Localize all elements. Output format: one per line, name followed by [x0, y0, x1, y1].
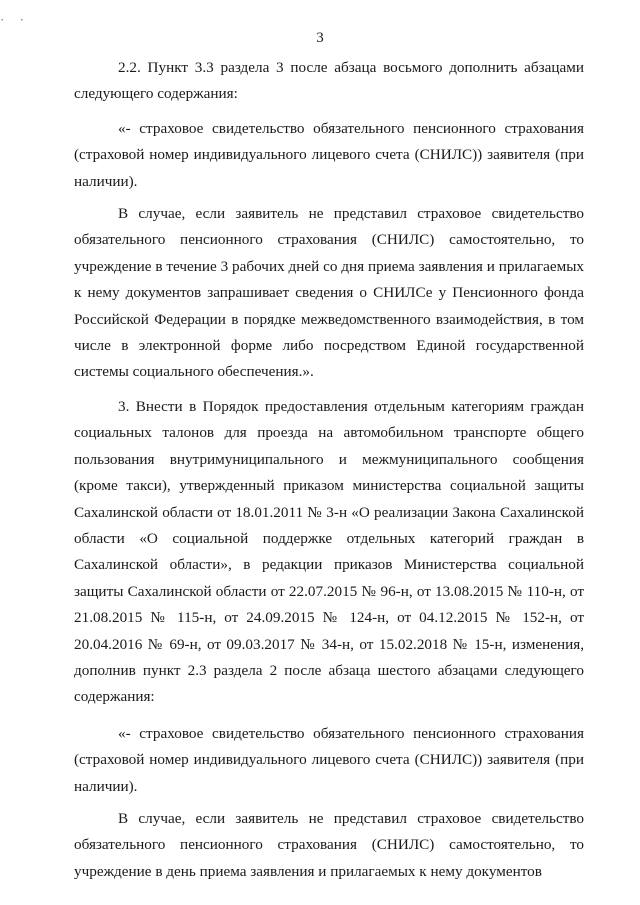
paragraph-snils-request-1: В случае, если заявитель не представил страховое свидетельство обязательного пенсионного страхования (СНИЛС) самостоятельно, то учреждение в течение 3 рабочих дней со дня приема заявления и прилагаемых к нему документов запрашивает сведения о СНИЛСе у Пенсионного фонда Российской Федерации в порядке межведомственного взаимодействия, в том числе в электронной форме либо посредством Единой государственной системы социального обеспечения.».: [74, 205, 584, 381]
scan-artifact-mark: · ·: [0, 12, 30, 27]
document-body: [74, 55, 584, 893]
paragraph-3-amendment: 3. Внести в Порядок предоставления отдельным категориям граждан социальных талонов для проезда на автомобильном транспорте общего пользования внутримуниципального и межмуниципального сообщения (кроме такси), утвержденный приказом министерства социальной защиты Сахалинской области от 18.01.2011 № 3-н «О реализации Закона Сахалинской области «О социальной поддержке отдельных категорий граждан в Сахалинской области», в редакции приказов Министерства социальной защиты Сахалинской области от 22.07.2015 № 96-н, от 13.08.2015 № 110-н, от 21.08.2015 № 115-н, от 24.09.2015 № 124-н, от 04.12.2015 № 152-н, от 20.04.2016 № 69-н, от 09.03.2017 № 34-н, от 15.02.2018 № 15-н, изменения, дополнив пункт 2.3 раздела 2 после абзаца шестого абзацами следующего содержания:: [74, 397, 584, 706]
paragraph-snils-item-2: «- страховое свидетельство обязательного пенсионного страхования (страховой номер индивидуального лицевого счета (СНИЛС)) заявителя (при наличии).: [74, 724, 584, 795]
page-number: 3: [316, 30, 324, 46]
paragraph-snils-item-1: «- страховое свидетельство обязательного пенсионного страхования (страховой номер индивидуального лицевого счета (СНИЛС)) заявителя (при наличии).: [74, 119, 584, 190]
paragraph-snils-request-2: В случае, если заявитель не представил страховое свидетельство обязательного пенсионного страхования (СНИЛС) самостоятельно, то учреждение в день приема заявления и прилагаемых к нему документов: [74, 809, 584, 880]
paragraph-2-2-intro: 2.2. Пункт 3.3 раздела 3 после абзаца восьмого дополнить абзацами следующего содержания:: [74, 59, 584, 103]
